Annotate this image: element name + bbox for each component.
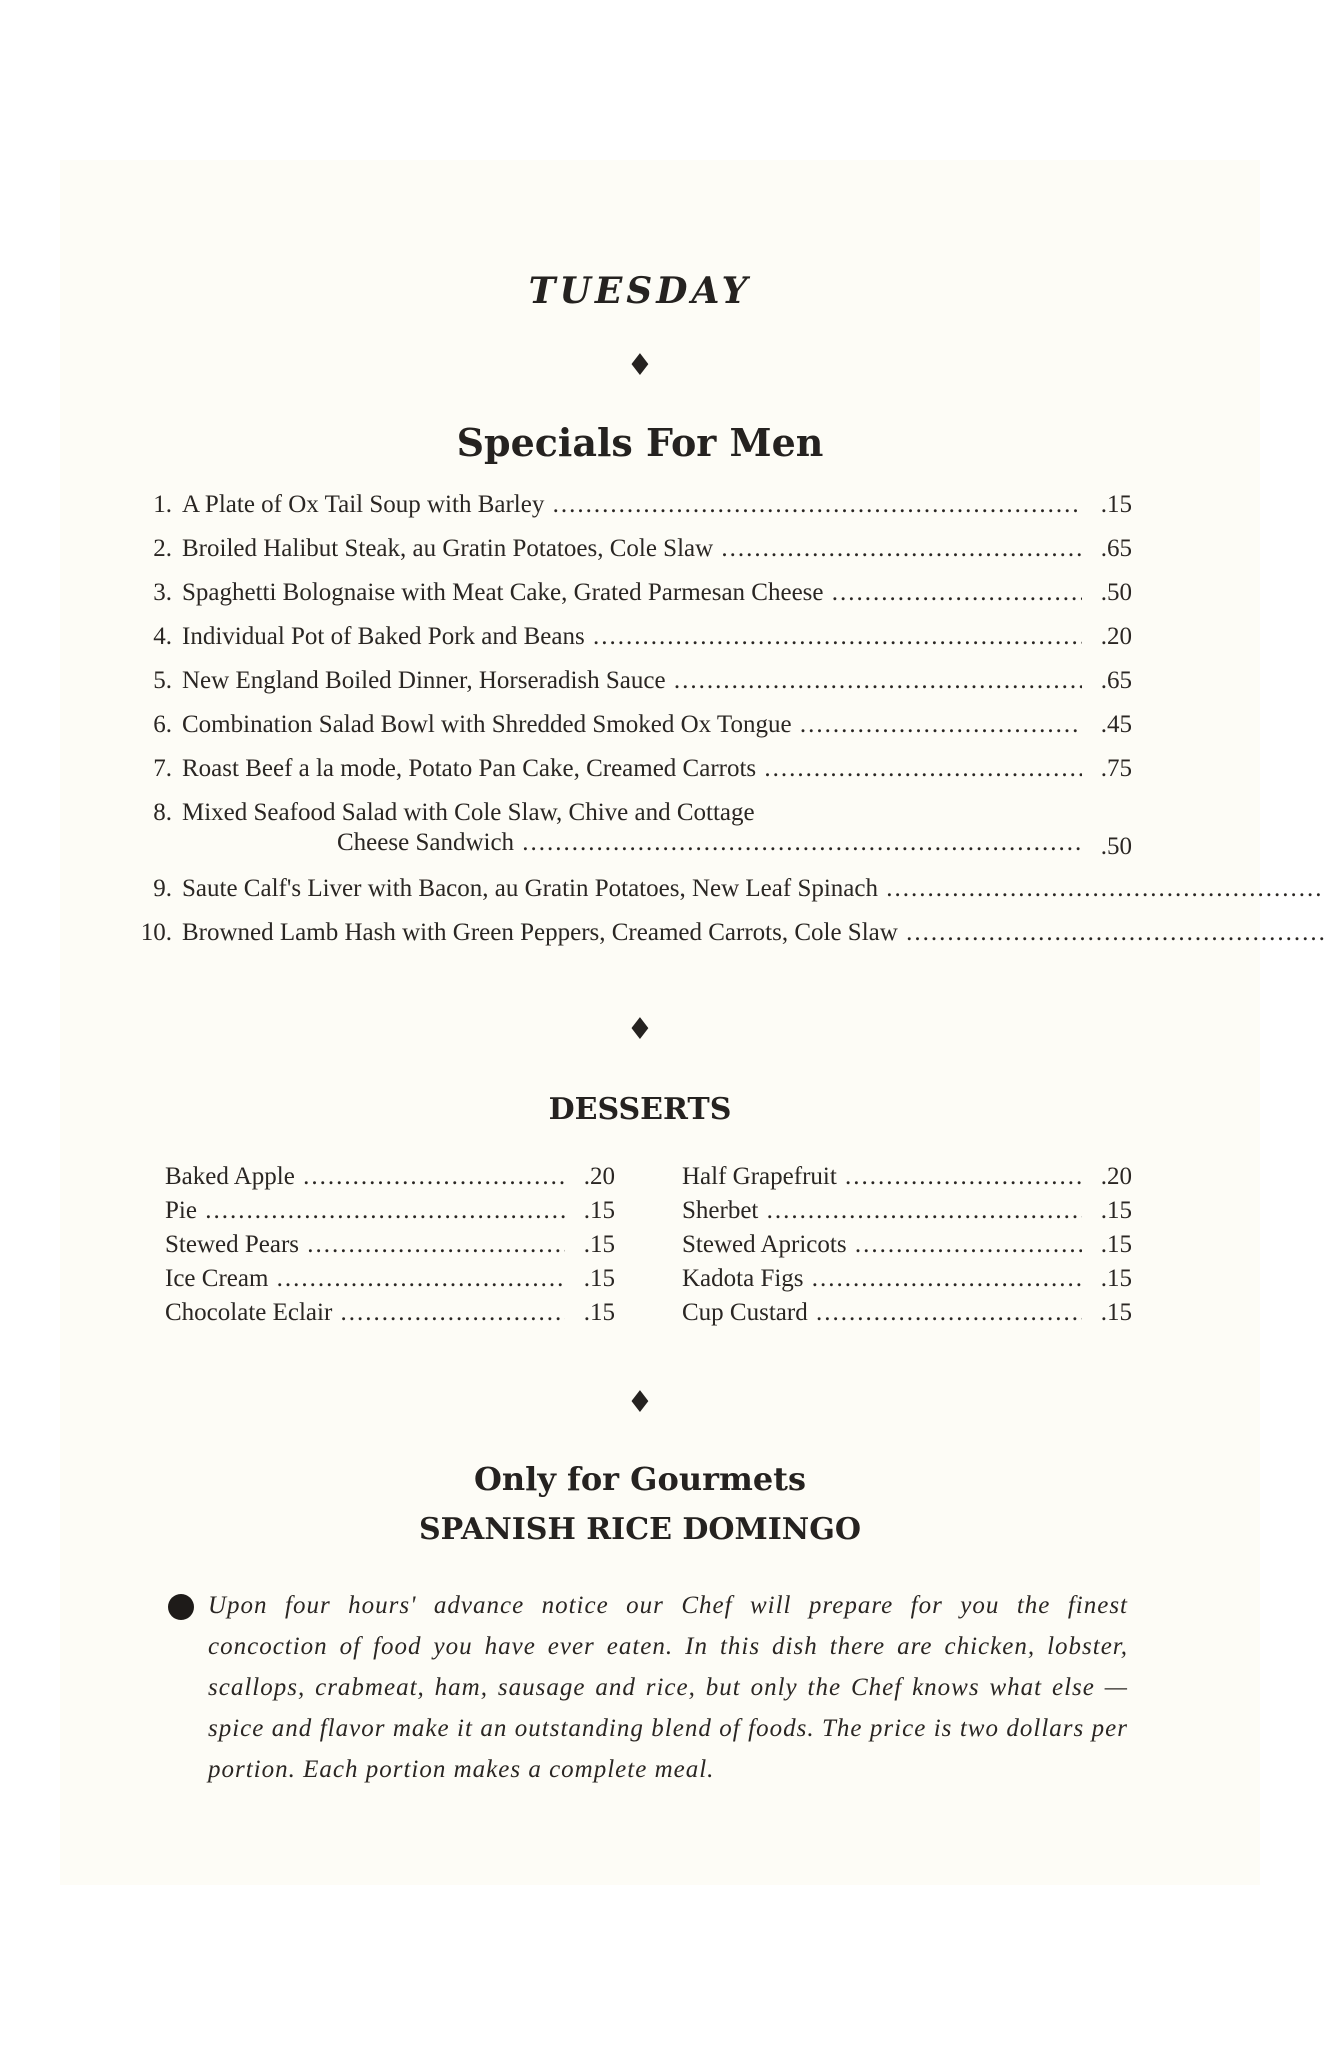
item-number: 6. bbox=[153, 711, 172, 738]
gourmets-subtitle: SPANISH RICE DOMINGO bbox=[419, 1512, 861, 1547]
dessert-price: .15 bbox=[1100, 1299, 1132, 1326]
list-item bbox=[682, 1194, 1132, 1228]
list-item bbox=[140, 918, 1132, 962]
list-item bbox=[165, 1228, 615, 1262]
dessert-price: .15 bbox=[583, 1197, 615, 1224]
dessert-name: Half Grapefruit ..... bbox=[682, 1160, 1082, 1194]
list-item bbox=[682, 1262, 1132, 1296]
list-item bbox=[682, 1160, 1132, 1194]
list-item bbox=[165, 1160, 615, 1194]
desserts-title: DESSERTS bbox=[548, 1092, 732, 1127]
item-description-line1: Mixed Seafood Salad with Cole Slaw, Chive and Cottage bbox=[182, 799, 755, 826]
dessert-name: Pie ..... bbox=[165, 1194, 565, 1228]
item-price: .75 bbox=[1082, 754, 1132, 784]
list-item bbox=[153, 754, 1132, 798]
gourmets-description: Upon four hours' advance notice our Chef will prepare for you the finest concoction of food you have ever eaten. In this dish there are chicken, lobster, scallops, crabmeat, ham, sausage and rice, but only the Chef knows what else —spice and flavor make it an outstanding blend of foods. The price is two dollars per portion. Each portion makes a complete meal. bbox=[208, 1592, 1128, 1783]
item-description: Spaghetti Bolognaise with Meat Cake, Grated Parmesan Cheese ..... bbox=[182, 578, 1082, 608]
list-item bbox=[153, 622, 1132, 666]
list-item bbox=[682, 1296, 1132, 1330]
desserts-right-column bbox=[682, 1160, 1132, 1330]
dessert-name: Chocolate Eclair ..... bbox=[165, 1296, 565, 1330]
specials-title: Specials For Men bbox=[456, 420, 824, 465]
dessert-price: .20 bbox=[583, 1163, 615, 1190]
dessert-price: .15 bbox=[1100, 1197, 1132, 1224]
item-number: 7. bbox=[153, 755, 172, 782]
item-number: 9. bbox=[153, 875, 172, 902]
item-price: .15 bbox=[1082, 490, 1132, 520]
gourmets-title: Only for Gourmets bbox=[474, 1460, 806, 1498]
bullet-icon bbox=[168, 1594, 194, 1620]
list-item bbox=[165, 1296, 615, 1330]
list-item bbox=[682, 1228, 1132, 1262]
dessert-price: .15 bbox=[583, 1299, 615, 1326]
item-number: 4. bbox=[153, 623, 172, 650]
item-number: 3. bbox=[153, 579, 172, 606]
list-item bbox=[165, 1194, 615, 1228]
dessert-price: .15 bbox=[1100, 1265, 1132, 1292]
dessert-name: Kadota Figs ..... bbox=[682, 1262, 1082, 1296]
dessert-price: .15 bbox=[583, 1231, 615, 1258]
item-description: Broiled Halibut Steak, au Gratin Potatoes, Cole Slaw ..... bbox=[182, 534, 1082, 564]
dessert-name: Stewed Apricots ..... bbox=[682, 1228, 1082, 1262]
list-item bbox=[165, 1262, 615, 1296]
item-description: Browned Lamb Hash with Green Peppers, Creamed Carrots, Cole Slaw ..... bbox=[182, 918, 1325, 948]
desserts-left-column bbox=[165, 1160, 615, 1330]
dessert-price: .20 bbox=[1100, 1163, 1132, 1190]
list-item bbox=[153, 666, 1132, 710]
diamond-ornament: ♦ bbox=[626, 1012, 654, 1047]
item-number: 5. bbox=[153, 667, 172, 694]
item-price: .65 bbox=[1082, 666, 1132, 696]
dessert-name: Ice Cream ..... bbox=[165, 1262, 565, 1296]
list-item bbox=[153, 578, 1132, 622]
list-item bbox=[153, 490, 1132, 534]
item-price: .45 bbox=[1082, 710, 1132, 740]
item-description-line2: Cheese Sandwich ..... bbox=[182, 828, 1082, 858]
diamond-ornament: ♦ bbox=[626, 348, 654, 383]
item-number: 8. bbox=[153, 799, 172, 826]
dessert-price: .15 bbox=[1100, 1231, 1132, 1258]
item-price: .50 bbox=[1082, 832, 1132, 862]
item-description: Combination Salad Bowl with Shredded Smoked Ox Tongue ..... bbox=[182, 710, 1082, 740]
item-description: Saute Calf's Liver with Bacon, au Gratin Potatoes, New Leaf Spinach ..... bbox=[182, 874, 1325, 904]
specials-list bbox=[140, 490, 1132, 962]
dessert-name: Baked Apple ..... bbox=[165, 1160, 565, 1194]
item-price: .65 bbox=[1082, 534, 1132, 564]
item-description: Individual Pot of Baked Pork and Beans ..... bbox=[182, 622, 1082, 652]
dessert-name: Stewed Pears ..... bbox=[165, 1228, 565, 1262]
dessert-name: Sherbet ..... bbox=[682, 1194, 1082, 1228]
item-number: 10. bbox=[140, 919, 172, 946]
day-title: TUESDAY bbox=[528, 270, 752, 312]
diamond-ornament: ♦ bbox=[626, 1385, 654, 1420]
item-description: New England Boiled Dinner, Horseradish Sauce ..... bbox=[182, 666, 1082, 696]
item-description: Roast Beef a la mode, Potato Pan Cake, Creamed Carrots ..... bbox=[182, 754, 1082, 784]
item-number: 2. bbox=[153, 535, 172, 562]
dessert-name: Cup Custard ..... bbox=[682, 1296, 1082, 1330]
item-description bbox=[182, 798, 1082, 862]
item-price: .50 bbox=[1082, 578, 1132, 608]
list-item bbox=[153, 710, 1132, 754]
list-item bbox=[153, 874, 1132, 918]
list-item bbox=[153, 798, 1132, 874]
list-item bbox=[153, 534, 1132, 578]
item-description: A Plate of Ox Tail Soup with Barley ..... bbox=[182, 490, 1082, 520]
dessert-price: .15 bbox=[583, 1265, 615, 1292]
item-price: .20 bbox=[1082, 622, 1132, 652]
item-number: 1. bbox=[153, 491, 172, 518]
